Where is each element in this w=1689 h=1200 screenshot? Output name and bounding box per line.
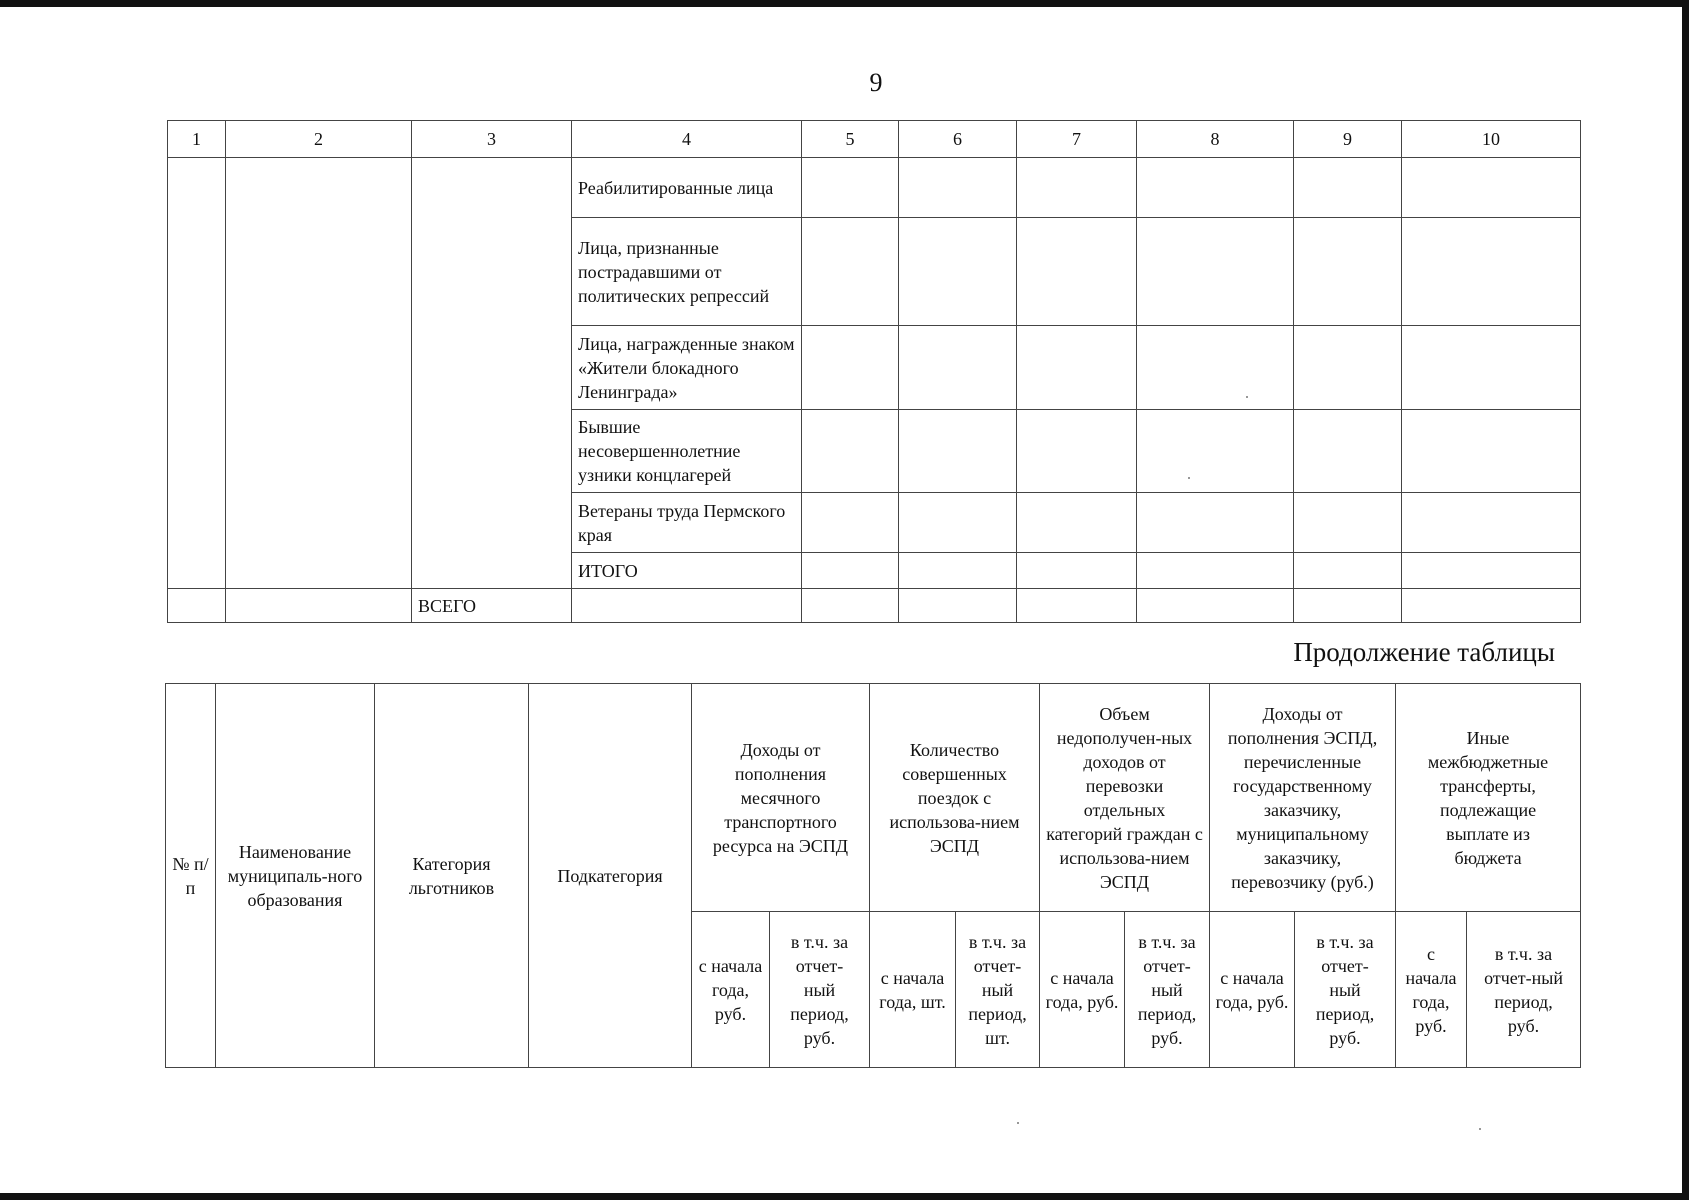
category-header: Категория льготников	[375, 684, 529, 1068]
subheader-cell: с начала года, руб.	[692, 912, 770, 1068]
value-cell	[1294, 218, 1402, 326]
subcategory-cell: Бывшие несовершеннолетние узники концлагерей	[572, 410, 802, 493]
table-row	[168, 158, 1581, 218]
value-cell	[1402, 326, 1581, 410]
scan-border-top	[0, 0, 1689, 7]
subheader-cell: с начала года, руб.	[1040, 912, 1125, 1068]
subcategory-cell: Лица, награжденные знаком «Жители блокадного Ленинграда»	[572, 326, 802, 410]
header-row	[166, 684, 1581, 912]
value-cell	[1402, 553, 1581, 589]
subcategory-cell: Лица, признанные пострадавшими от политических репрессий	[572, 218, 802, 326]
value-cell	[1294, 158, 1402, 218]
municipality-cell	[226, 589, 412, 623]
value-cell	[802, 410, 899, 493]
column-number: 5	[802, 121, 899, 158]
value-cell	[899, 410, 1017, 493]
value-cell	[802, 589, 899, 623]
number-cell	[168, 589, 226, 623]
group-header-monthly-income: Доходы от пополнения месячного транспортного ресурса на ЭСПД	[692, 684, 870, 912]
value-cell	[1294, 493, 1402, 553]
value-cell	[1294, 553, 1402, 589]
value-cell	[1402, 589, 1581, 623]
value-cell	[1402, 158, 1581, 218]
value-cell	[802, 218, 899, 326]
value-cell	[802, 493, 899, 553]
column-number: 8	[1137, 121, 1294, 158]
value-cell	[1294, 410, 1402, 493]
column-number: 1	[168, 121, 226, 158]
group-header-transferred-income: Доходы от пополнения ЭСПД, перечисленные государственному заказчику, муниципальному заказчику, перевозчику (руб.)	[1210, 684, 1396, 912]
subheader-cell: в т.ч. за отчет-ный период, руб.	[1125, 912, 1210, 1068]
subcategory-header: Подкатегория	[529, 684, 692, 1068]
value-cell	[802, 326, 899, 410]
value-cell	[802, 553, 899, 589]
value-cell	[1402, 218, 1581, 326]
value-cell	[802, 158, 899, 218]
value-cell	[1294, 589, 1402, 623]
subheader-cell: с начала года, руб.	[1396, 912, 1467, 1068]
value-cell	[1017, 218, 1137, 326]
value-cell	[1402, 493, 1581, 553]
category-cell	[412, 158, 572, 589]
value-cell	[899, 553, 1017, 589]
value-cell	[1017, 158, 1137, 218]
column-number: 2	[226, 121, 412, 158]
value-cell	[899, 589, 1017, 623]
column-number: 3	[412, 121, 572, 158]
subcategory-cell: Ветераны труда Пермского края	[572, 493, 802, 553]
scan-border-right	[1682, 0, 1689, 1200]
value-cell	[1137, 553, 1294, 589]
subheader-cell: в т.ч. за отчет-ный период, руб.	[1295, 912, 1396, 1068]
total-label: ВСЕГО	[412, 589, 572, 623]
top-table	[167, 120, 1581, 623]
scan-speck	[1017, 1122, 1019, 1124]
column-number: 9	[1294, 121, 1402, 158]
bottom-table	[165, 683, 1581, 1068]
value-cell	[1017, 493, 1137, 553]
value-cell	[1137, 410, 1294, 493]
number-header: № п/п	[166, 684, 216, 1068]
scan-speck	[1479, 1128, 1481, 1130]
column-number: 6	[899, 121, 1017, 158]
group-header-interbudget-transfers: Иные межбюджетные трансферты, подлежащие выплате из бюджета	[1396, 684, 1581, 912]
value-cell	[899, 158, 1017, 218]
value-cell	[1017, 326, 1137, 410]
column-number: 7	[1017, 121, 1137, 158]
subheader-cell: в т.ч. за отчет-ный период, шт.	[956, 912, 1040, 1068]
value-cell	[1294, 326, 1402, 410]
subcategory-cell	[572, 589, 802, 623]
subtotal-label: ИТОГО	[572, 553, 802, 589]
column-number-row	[168, 121, 1581, 158]
value-cell	[1017, 410, 1137, 493]
column-number: 10	[1402, 121, 1581, 158]
municipality-header: Наименование муниципаль-ного образования	[216, 684, 375, 1068]
value-cell	[1137, 493, 1294, 553]
group-header-lost-revenue: Объем недополучен-ных доходов от перевозки отдельных категорий граждан с использова-нием ЭСПД	[1040, 684, 1210, 912]
column-number: 4	[572, 121, 802, 158]
scan-speck	[1188, 477, 1190, 479]
value-cell	[899, 493, 1017, 553]
subheader-cell: с начала года, руб.	[1210, 912, 1295, 1068]
value-cell	[1137, 218, 1294, 326]
total-row	[168, 589, 1581, 623]
continuation-title: Продолжение таблицы	[1293, 637, 1555, 667]
value-cell	[1137, 158, 1294, 218]
subheader-cell: в т.ч. за отчет-ный период, руб.	[1467, 912, 1581, 1068]
subheader-cell: в т.ч. за отчет-ный период, руб.	[770, 912, 870, 1068]
subcategory-cell: Реабилитированные лица	[572, 158, 802, 218]
value-cell	[899, 218, 1017, 326]
subheader-cell: с начала года, шт.	[870, 912, 956, 1068]
value-cell	[1017, 553, 1137, 589]
value-cell	[899, 326, 1017, 410]
value-cell	[1137, 326, 1294, 410]
scan-border-bottom	[0, 1193, 1689, 1200]
scan-speck	[1246, 396, 1248, 398]
value-cell	[1402, 410, 1581, 493]
number-cell	[168, 158, 226, 589]
value-cell	[1017, 589, 1137, 623]
page-number: 9	[869, 68, 883, 97]
value-cell	[1137, 589, 1294, 623]
municipality-cell	[226, 158, 412, 589]
group-header-trips-count: Количество совершенных поездок с использова-нием ЭСПД	[870, 684, 1040, 912]
